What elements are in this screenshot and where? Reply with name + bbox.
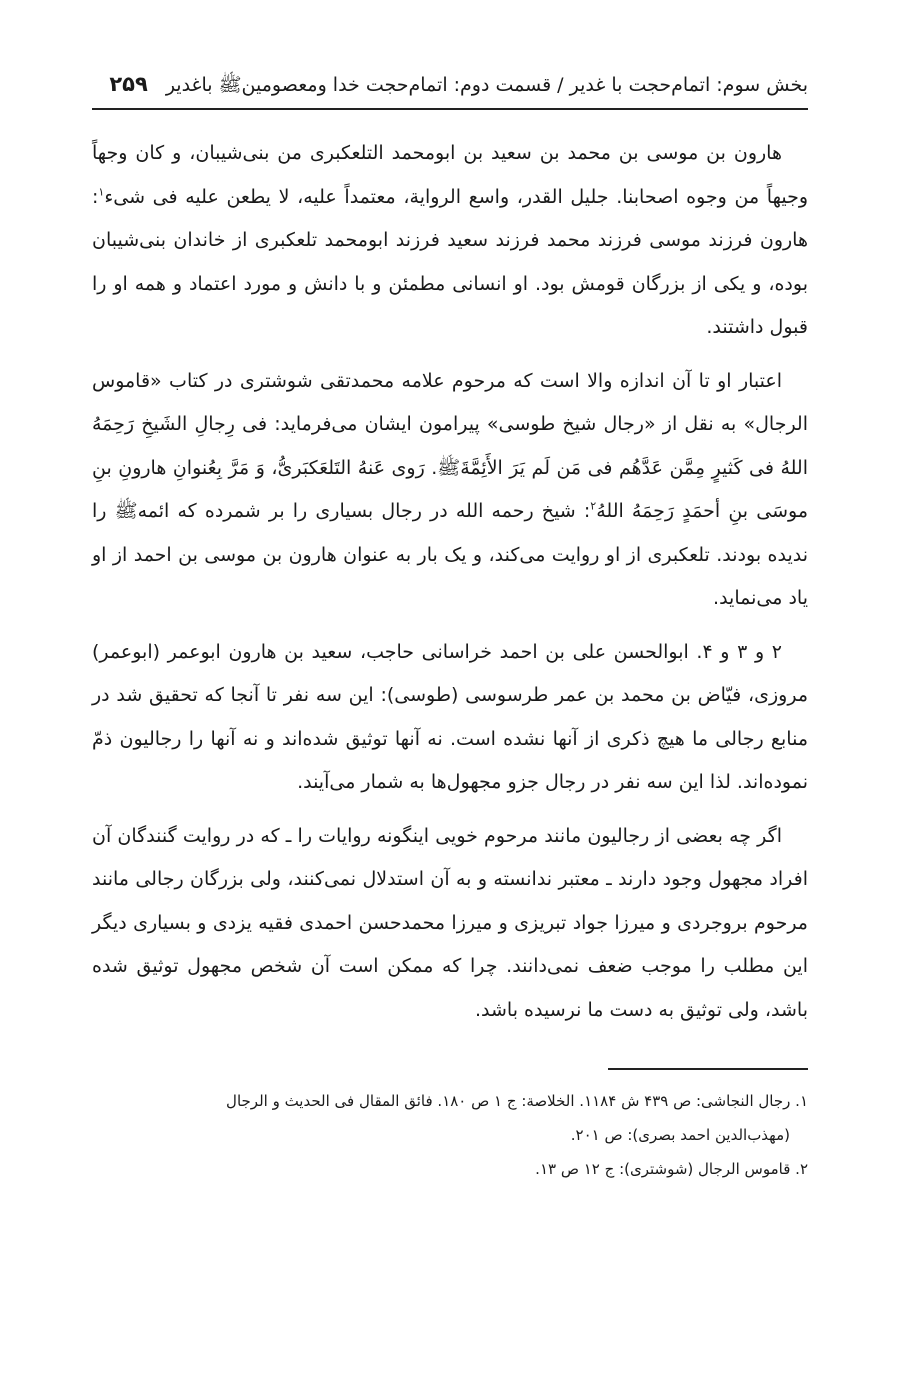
book-page <box>92 60 808 1350</box>
paragraph-text: : هارون فرزند موسی فرزند محمد فرزند سعید فرزند ابومحمد تلعکبری از خاندان بنی‌شیبان بوده، و یکی از بزرگان قومش بود. او انسانی مطمئن و با دانش و مورد اعتماد و همه او را قبول داشتند. <box>92 185 808 338</box>
paragraph-text: ۲ و ۳ و ۴. ابوالحسن علی بن احمد خراسانی حاجب، سعید بن هارون ابوعمر (ابوعمر) مروزی، فیّاض بن محمد بن عمر طرسوسی (طوسی): این سه نفر تا آنجا که تحقیق شد در منابع رجالی ما هیچ ذکری از آنها نشده است. نه آنها توثیق شده‌اند و نه آنها را رجالیون ذمّ نموده‌اند. لذا این سه نفر در رجال جزو مجهول‌ها به شمار می‌آیند. <box>92 640 808 793</box>
paragraph-2 <box>92 360 808 621</box>
paragraph-text: هارون بن موسی بن محمد بن سعید بن ابومحمد التلعکبری من بنی‌شیبان، و کان وجهاً وجیهاً من وجوه اصحابنا. جلیل القدر، واسع الروایة، معتمداً علیه، لا یطعن علیه فی شیء <box>92 142 808 208</box>
paragraph-text: : شیخ رحمه الله در رجال بسیاری را بر شمرده که ائمه‌ﷺ را ندیده بودند. تلعکبری از او روایت می‌کند، و یک بار به عنوان هارون بن موسی بن احمد از او یاد می‌نماید. <box>92 500 808 609</box>
main-text <box>92 132 808 1032</box>
paragraph-3 <box>92 631 808 805</box>
paragraph-1 <box>92 132 808 350</box>
running-title: بخش سوم: اتمام‌حجت با غدیر / قسمت دوم: اتمام‌حجت خدا ومعصومین‌ﷺ باغدیر <box>165 74 808 96</box>
footnote-reference[interactable]: ۱ <box>98 185 105 199</box>
paragraph-4 <box>92 815 808 1033</box>
footnote-1 <box>92 1084 808 1152</box>
footnote-2 <box>92 1152 808 1186</box>
footnotes <box>92 1084 808 1186</box>
footnote-divider <box>608 1068 808 1070</box>
page-number: ۲۵۹ <box>109 72 148 96</box>
footnote-reference[interactable]: ۲ <box>590 499 597 513</box>
footnote-continuation: (مهذب‌الدین احمد بصری): ص ۲۰۱. <box>570 1126 790 1144</box>
paragraph-text: اگر چه بعضی از رجالیون مانند مرحوم خویی اینگونه روایات را ـ که در روایت گنندگان آن افراد مجهول وجود دارند ـ معتبر ندانسته و به آن استدلال نمی‌کنند، ولی بزرگان رجالی مانند مرحوم بروجردی و میرزا جواد تبریزی و میرزا محمدحسن احمدی فقیه یزدی و بسیاری دیگر این مطلب را موجب ضعف نمی‌دانند. چرا که ممکن است آن شخص مجهول توثیق شده باشد، ولی توثیق به دست ما نرسیده باشد. <box>92 824 808 1021</box>
footnote-text: ۲. قاموس الرجال (شوشتری): ج ۱۲ ص ۱۳. <box>535 1160 808 1178</box>
footnote-text: ۱. رجال النجاشی: ص ۴۳۹ ش ۱۱۸۴. الخلاصة: ج ۱ ص ۱۸۰. فائق المقال فی الحدیث و الرجال <box>226 1092 808 1110</box>
running-header <box>92 60 808 110</box>
paragraph-text: اعتبار او تا آن اندازه والا است که مرحوم علامه محمدتقی شوشتری در کتاب «قاموس الرجال» به نقل از «رجال شیخ طوسی» پیرامون ایشان می‌فرماید: فی رِجالِ الشَیخِ رَحِمَهُ اللهُ فی کَثیرٍ مِمَّن عَدَّهُم فی مَن لَم یَرَ الأَئِمَّةَ‌ﷺ. رَوی عَنهُ التَلعَکبَریُّ، وَ مَرَّ بِعُنوانِ هارونِ بنِ موسَی بنِ أحمَدٍ رَحِمَهُ اللهُ <box>92 369 808 522</box>
